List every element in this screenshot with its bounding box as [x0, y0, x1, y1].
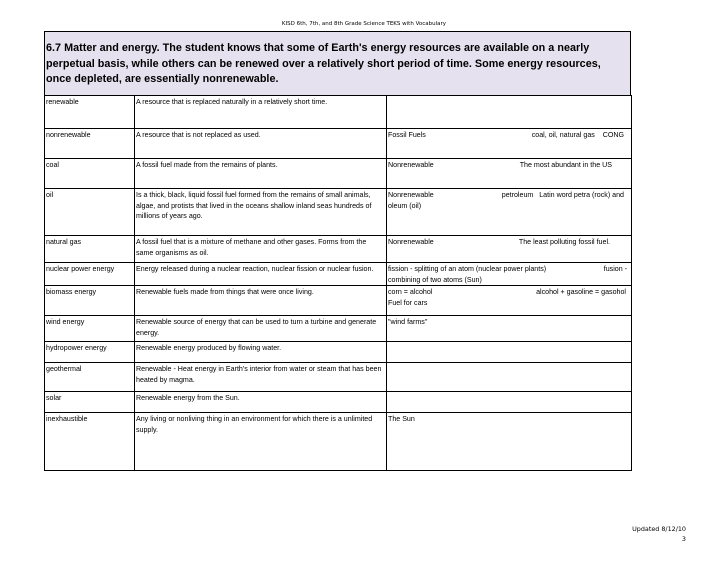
term-cell: hydropower energy	[45, 342, 135, 363]
note-line-2: Fuel for cars	[388, 298, 428, 307]
notes-cell	[387, 286, 632, 316]
notes-cell: The Sun	[387, 413, 632, 471]
definition-cell: Renewable energy from the Sun.	[135, 392, 387, 413]
table-row	[45, 286, 632, 316]
definition-cell: Is a thick, black, liquid fossil fuel formed from the remains of small animals, algae, and protists that lived in the oceans shallow inland seas hundreds of millions of years ago.	[135, 189, 387, 236]
page-footer	[632, 524, 686, 544]
term-cell: nuclear power energy	[45, 263, 135, 286]
notes-cell	[387, 189, 632, 236]
definition-cell: Renewable fuels made from things that were once living.	[135, 286, 387, 316]
document-header: KISD 6th, 7th, and 8th Grade Science TEKS with Vocabulary	[281, 21, 447, 27]
definition-cell: Energy released during a nuclear reaction, nuclear fission or nuclear fusion.	[135, 263, 387, 286]
notes-cell	[387, 363, 632, 392]
note-line-2: oleum (oil)	[388, 201, 422, 210]
notes-cell	[387, 392, 632, 413]
table-row	[45, 316, 632, 342]
table-row	[45, 96, 632, 129]
notes-cell	[387, 129, 632, 159]
notes-cell	[387, 342, 632, 363]
term-cell: geothermal	[45, 363, 135, 392]
table-row	[45, 189, 632, 236]
vocabulary-table	[44, 95, 632, 471]
notes-cell: "wind farms"	[387, 316, 632, 342]
table-row	[45, 129, 632, 159]
note-left: Nonrenewable	[388, 191, 434, 199]
note-right: petroleum Latin word petra (rock) and	[501, 191, 624, 199]
definition-cell: Any living or nonliving thing in an environment for which there is a unlimited supply.	[135, 413, 387, 471]
note-left: Nonrenewable	[388, 238, 434, 246]
table-row	[45, 159, 632, 189]
term-cell: wind energy	[45, 316, 135, 342]
term-cell: nonrenewable	[45, 129, 135, 159]
term-cell: natural gas	[45, 236, 135, 263]
definition-cell: Renewable energy produced by flowing water.	[135, 342, 387, 363]
definition-cell: Renewable source of energy that can be used to turn a turbine and generate energy.	[135, 316, 387, 342]
note-right: coal, oil, natural gas CONG	[531, 131, 624, 139]
table-row	[45, 363, 632, 392]
term-cell: biomass energy	[45, 286, 135, 316]
note-left: corn = alcohol	[388, 288, 433, 297]
updated-date: Updated 8/12/10	[632, 525, 686, 533]
term-cell: coal	[45, 159, 135, 189]
definition-cell: A resource that is replaced naturally in a relatively short time.	[135, 96, 387, 129]
teks-statement: 6.7 Matter and energy. The student knows that some of Earth's energy resources are available on a nearly perpetual basis, while others can be renewed over a relatively short period of time. Some energy resources, once depleted, are essentially nonrenewable.	[44, 31, 631, 96]
term-cell: inexhaustible	[45, 413, 135, 471]
note-line-2: combining of two atoms (Sun)	[388, 275, 482, 284]
term-cell: solar	[45, 392, 135, 413]
note-right: The least polluting fossil fuel.	[518, 238, 610, 246]
note-right: The most abundant in the US	[519, 161, 612, 169]
definition-cell: A fossil fuel that is a mixture of methane and other gases. Forms from the same organisms as oil.	[135, 236, 387, 263]
term-cell: renewable	[45, 96, 135, 129]
table-row	[45, 392, 632, 413]
note-right: alcohol + gasoline = gasohol	[536, 288, 626, 297]
notes-cell	[387, 236, 632, 263]
term-cell: oil	[45, 189, 135, 236]
table-row	[45, 342, 632, 363]
note-left: Fossil Fuels	[388, 131, 426, 139]
notes-cell	[387, 263, 632, 286]
table-row	[45, 413, 632, 471]
page-number: 3	[681, 535, 686, 543]
definition-cell: A resource that is not replaced as used.	[135, 129, 387, 159]
table-row	[45, 236, 632, 263]
table-row	[45, 263, 632, 286]
definition-cell: Renewable - Heat energy in Earth's interior from water or steam that has been heated by magma.	[135, 363, 387, 392]
notes-cell	[387, 159, 632, 189]
note-left: fission - splitting of an atom (nuclear power plants)	[388, 265, 547, 273]
note-right: fusion -	[603, 265, 627, 273]
notes-cell	[387, 96, 632, 129]
definition-cell: A fossil fuel made from the remains of plants.	[135, 159, 387, 189]
note-left: Nonrenewable	[388, 161, 434, 169]
